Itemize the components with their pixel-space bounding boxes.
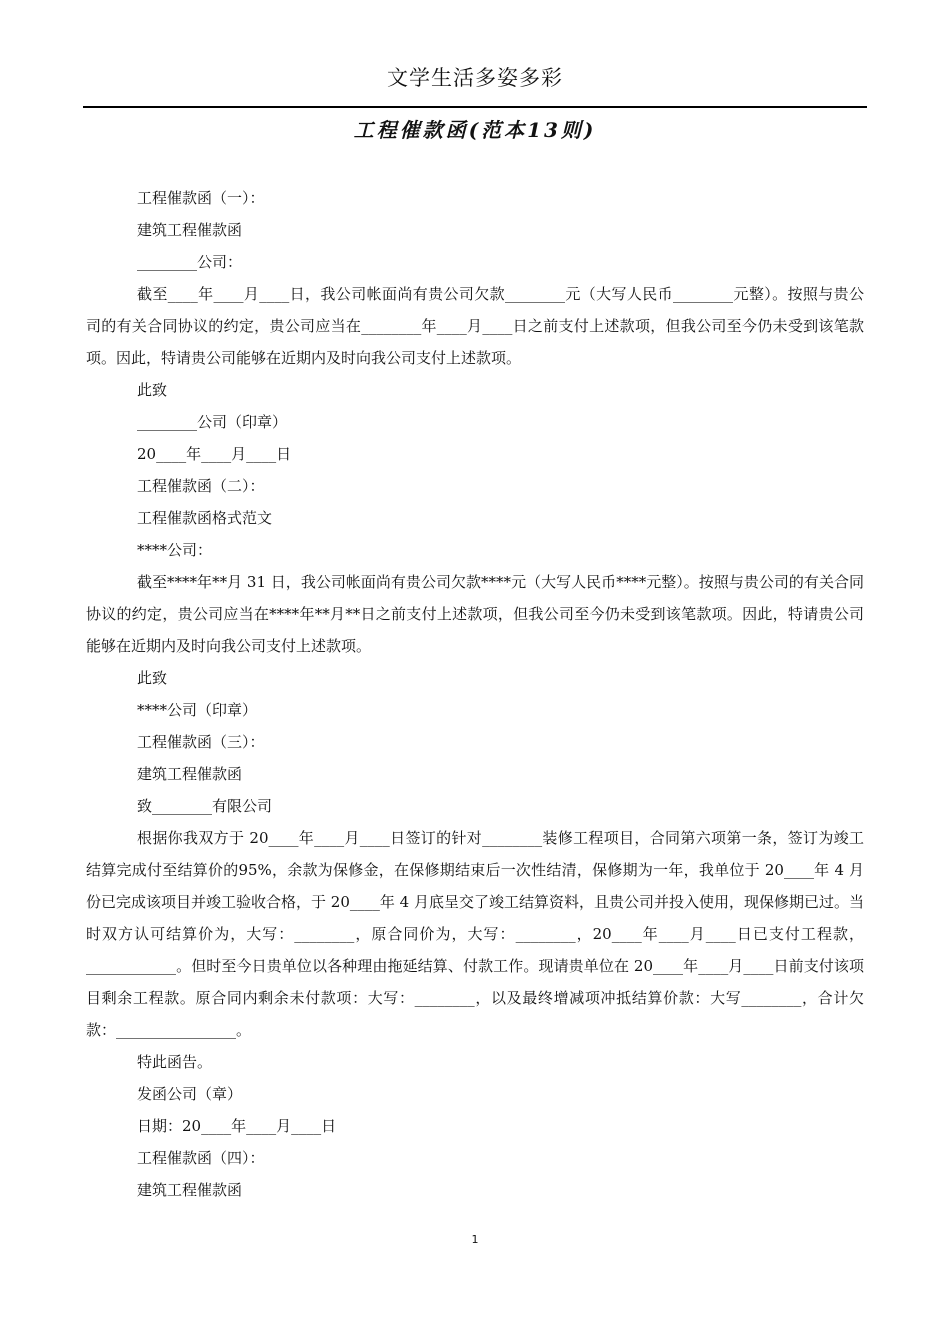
letter-subtitle: 工程催款函格式范文	[137, 509, 273, 527]
document-body	[86, 182, 864, 1206]
letter-body-paragraph: 截至****年**月 31 日，我公司帐面尚有贵公司欠款****元（大写人民币****元整）。按照与贵公司的有关合同协议的约定，贵公司应当在****年**月**日之前支付上述款项，但我公司至今仍未受到该笔款项。因此，特请贵公司能够在近期内及时向我公司支付上述款项。	[86, 573, 864, 655]
letter-subtitle: 建筑工程催款函	[137, 765, 243, 783]
letter-body-paragraph: 根据你我双方于 20____年____月____日签订的针对________装修工程项目，合同第六项第一条，签订为竣工结算完成付至结算价的95%，余款为保修金，在保修期结束后一次性结清，保修期为一年，我单位于 20____年 4 月份已完成该项目并竣工验收合格，于 20____年 4 月底呈交了竣工结算资料，且贵公司并投入使用，现保修期已过。当时双方认可结算价为，大写：________，原合同价为，大写：________，20____年____月____日已支付工程款，____________。但时至今日贵单位以各种理由拖延结算、付款工作。现请贵单位在 20____年____月____日前支付该项目剩余工程款。原合同内剩余未付款项：大写：________，以及最终增减项冲抵结算价款：大写________，合计欠款：________________。	[86, 829, 864, 1039]
page-header-site-name: 文学生活多姿多彩	[387, 66, 563, 90]
signature-line: 发函公司（章）	[137, 1085, 243, 1103]
date-line: 20____年____月____日	[137, 445, 292, 463]
date-line: 日期：20____年____月____日	[137, 1117, 337, 1135]
closing-line: 特此函告。	[137, 1053, 213, 1071]
signature-line: ****公司（印章）	[137, 701, 258, 719]
recipient-line: ________公司：	[137, 253, 243, 271]
letter-subtitle: 建筑工程催款函	[137, 221, 243, 239]
section-heading-2: 工程催款函（二）：	[137, 477, 265, 495]
section-heading-3: 工程催款函（三）：	[137, 733, 265, 751]
recipient-line: ****公司：	[137, 541, 213, 559]
header-divider	[83, 106, 867, 108]
signature-line: ________公司（印章）	[137, 413, 288, 431]
section-heading-1: 工程催款函（一）：	[137, 189, 265, 207]
document-title: 工程催款函(范本13则)	[353, 118, 597, 142]
letter-subtitle: 建筑工程催款函	[137, 1181, 243, 1199]
closing-line: 此致	[137, 381, 168, 399]
letter-body-paragraph: 截至____年____月____日，我公司帐面尚有贵公司欠款________元（大写人民币________元整）。按照与贵公司的有关合同协议的约定，贵公司应当在________年____月____日之前支付上述款项，但我公司至今仍未受到该笔款项。因此，特请贵公司能够在近期内及时向我公司支付上述款项。	[86, 285, 864, 367]
closing-line: 此致	[137, 669, 168, 687]
section-heading-4: 工程催款函（四）：	[137, 1149, 265, 1167]
recipient-line: 致________有限公司	[137, 797, 273, 815]
page-number: 1	[471, 1233, 479, 1246]
